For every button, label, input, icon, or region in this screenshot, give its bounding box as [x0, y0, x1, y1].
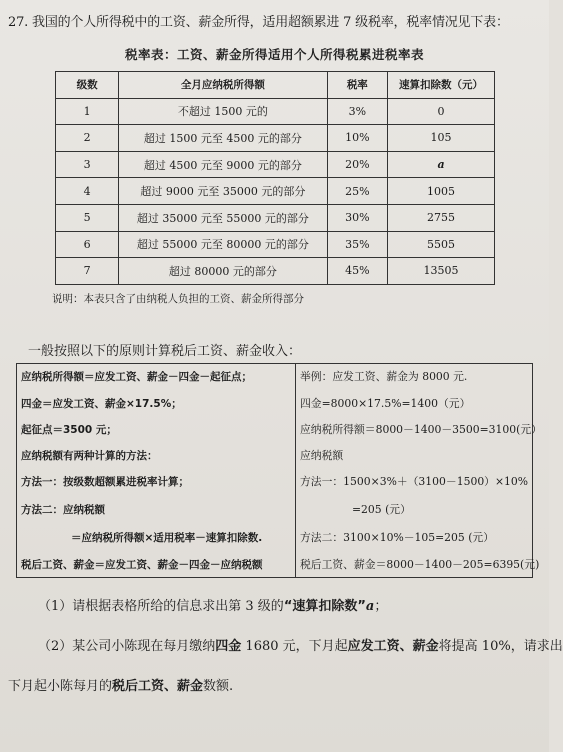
general-rule-text: 一般按照以下的原则计算税后工资、薪金收入： [28, 344, 302, 359]
header-taxable-income: 全月应纳税所得额 [119, 72, 327, 99]
q2-text: 数额. [203, 679, 234, 694]
q1-end: ； [374, 599, 388, 614]
table-header-row [56, 72, 495, 99]
sub-question-1 [38, 595, 387, 614]
table-row [56, 231, 495, 258]
sub-question-2-line-1 [38, 635, 563, 654]
cell-rate: 3% [327, 98, 387, 125]
cell-level: 5 [56, 204, 119, 231]
example-line: 举例：应发工资、薪金为 8000 元. [300, 370, 468, 383]
table-row [56, 204, 495, 231]
rule-line: 税后工资、薪金＝应发工资、薪金－四金－应纳税额 [21, 559, 263, 571]
rule-line: 四金＝应发工资、薪金×17.5%； [21, 398, 182, 410]
cell-deduction: 5505 [388, 231, 495, 258]
example-line: 应纳税所得额＝8000－1400－3500=3100(元） [300, 423, 542, 436]
tax-rate-table [55, 71, 495, 285]
rule-line: 起征点＝3500 元； [21, 424, 117, 436]
cell-rate: 25% [327, 178, 387, 205]
cell-range: 超过 9000 元至 35000 元的部分 [119, 178, 327, 205]
table-row [56, 151, 495, 178]
cell-rate: 20% [327, 151, 387, 178]
question-text: 我国的个人所得税中的工资、薪金所得，适用超额累进 7 级税率，税率情况见下表： [32, 15, 509, 30]
question-stem [8, 14, 546, 32]
example-line: 四金=8000×17.5%=1400（元） [300, 397, 471, 410]
cell-deduction: 105 [388, 125, 495, 152]
q1-variable: a [365, 599, 375, 614]
q2-keyword-net-pay: 税后工资、薪金 [112, 679, 204, 694]
cell-deduction-unknown: a [388, 151, 495, 178]
example-line: 方法二：3100×10%－105=205 (元） [300, 531, 495, 544]
cell-deduction: 2755 [388, 204, 495, 231]
example-line: 应纳税额 [300, 449, 344, 462]
q2-text: 1680 元，下月起 [241, 639, 348, 654]
header-quick-deduction: 速算扣除数（元） [388, 72, 495, 99]
cell-range: 超过 4500 元至 9000 元的部分 [119, 151, 327, 178]
example-line: 方法一：1500×3%＋（3100－1500）×10% [300, 475, 529, 488]
cell-level: 4 [56, 178, 119, 205]
q2-keyword-sijin: 四金 [215, 639, 242, 654]
example-line: =205 (元） [352, 503, 411, 516]
cell-rate: 30% [327, 204, 387, 231]
q2-keyword-gross-pay: 应发工资、薪金 [347, 639, 439, 654]
table-row [56, 125, 495, 152]
rule-line: 方法二：应纳税额 [21, 504, 105, 516]
cell-range: 超过 55000 元至 80000 元的部分 [119, 231, 327, 258]
cell-level: 7 [56, 258, 119, 285]
q2-text: 下月起小陈每月的 [8, 679, 113, 694]
q1-keyword: “速算扣除数” [283, 599, 366, 614]
cell-deduction: 0 [388, 98, 495, 125]
q2-text: （2）某公司小陈现在每月缴纳 [38, 639, 216, 654]
cell-range: 超过 1500 元至 4500 元的部分 [119, 125, 327, 152]
rule-line: 应纳税额有两种计算的方法： [21, 450, 158, 462]
cell-level: 2 [56, 125, 119, 152]
cell-range: 不超过 1500 元的 [119, 98, 327, 125]
table-caption: 税率表：工资、薪金所得适用个人所得税累进税率表 [124, 47, 424, 62]
q1-text: （1）请根据表格所给的信息求出第 3 级的 [38, 599, 284, 614]
cell-rate: 45% [327, 258, 387, 285]
cell-level: 3 [56, 151, 119, 178]
header-rate: 税率 [327, 72, 387, 99]
calculation-rules-box [16, 363, 542, 578]
cell-range: 超过 35000 元至 55000 元的部分 [119, 204, 327, 231]
rule-line: 方法一：按级数超额累进税率计算； [21, 476, 189, 488]
box-divider [295, 364, 296, 577]
table-row [56, 98, 495, 125]
sub-question-2-line-2 [8, 675, 233, 694]
cell-rate: 35% [327, 231, 387, 258]
table-row [56, 258, 495, 285]
cell-rate: 10% [327, 125, 387, 152]
table-note: 说明：本表只含了由纳税人负担的工资、薪金所得部分 [52, 293, 304, 305]
cell-level: 6 [56, 231, 119, 258]
cell-deduction: 1005 [388, 178, 495, 205]
rule-line: 应纳税所得额＝应发工资、薪金－四金－起征点； [21, 371, 252, 383]
cell-range: 超过 80000 元的部分 [119, 258, 327, 285]
q2-text: 将提高 10%，请求出 [438, 639, 563, 654]
header-level: 级数 [56, 72, 119, 99]
example-line: 税后工资、薪金＝8000－1400－205=6395(元) [300, 558, 540, 571]
cell-level: 1 [56, 98, 119, 125]
rule-line: ＝应纳税所得额×适用税率－速算扣除数. [71, 532, 263, 544]
question-number: 27. [8, 15, 29, 30]
table-row [56, 178, 495, 205]
cell-deduction: 13505 [388, 258, 495, 285]
